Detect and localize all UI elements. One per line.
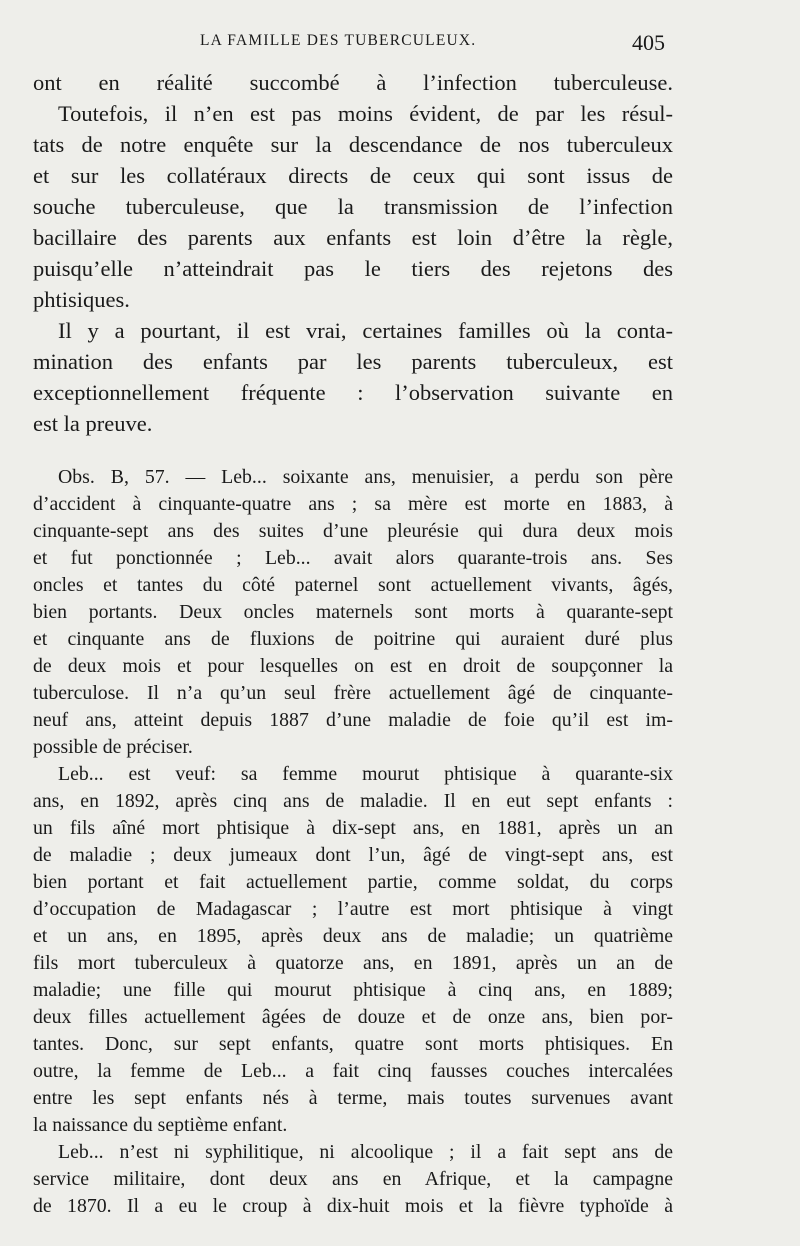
running-head [0,30,800,56]
text-line: ont en réalité succombé à l’infection tuberculeuse. [33,70,673,95]
running-title: LA FAMILLE DES TUBERCULEUX. [200,32,477,49]
observation-line: de maladie ; deux jumeaux dont l’un, âgé de vingt-sept ans, est [33,844,673,866]
observation-line: entre les sept enfants nés à terme, mais toutes survenues avant [33,1087,673,1109]
observation-line: Obs. B, 57. — Leb... soixante ans, menuisier, a perdu son père [58,466,673,488]
observation-line: d’accident à cinquante-quatre ans ; sa mère est morte en 1883, à [33,493,673,515]
text-line: exceptionnellement fréquente : l’observation suivante en [33,380,673,405]
observation-line: Leb... n’est ni syphilitique, ni alcoolique ; il a fait sept ans de [58,1141,673,1163]
text-line: est la preuve. [33,411,153,436]
text-line: bacillaire des parents aux enfants est loin d’être la règle, [33,225,673,250]
text-line: souche tuberculeuse, que la transmission de l’infection [33,194,673,219]
observation-line: outre, la femme de Leb... a fait cinq fausses couches intercalées [33,1060,673,1082]
observation-line: un fils aîné mort phtisique à dix-sept ans, en 1881, après un an [33,817,673,839]
observation-line: service militaire, dont deux ans en Afrique, et la campagne [33,1168,673,1190]
text-line: Toutefois, il n’en est pas moins évident, de par les résul- [58,101,673,126]
observation-line: cinquante-sept ans des suites d’une pleurésie qui dura deux mois [33,520,673,542]
observation-line: possible de préciser. [33,736,193,758]
observation-line: tantes. Donc, sur sept enfants, quatre sont morts phtisiques. En [33,1033,673,1055]
observation-line: deux filles actuellement âgées de douze et de onze ans, bien por- [33,1006,673,1028]
observation-line: ans, en 1892, après cinq ans de maladie. Il en eut sept enfants : [33,790,673,812]
observation-line: fils mort tuberculeux à quatorze ans, en 1891, après un an de [33,952,673,974]
observation-line: neuf ans, atteint depuis 1887 d’une maladie de foie qu’il est im- [33,709,673,731]
text-line: mination des enfants par les parents tuberculeux, est [33,349,673,374]
observation-line: maladie; une fille qui mourut phtisique à cinq ans, en 1889; [33,979,673,1001]
observation-line: d’occupation de Madagascar ; l’autre est mort phtisique à vingt [33,898,673,920]
observation-line: oncles et tantes du côté paternel sont actuellement vivants, âgés, [33,574,673,596]
observation-line: tuberculose. Il n’a qu’un seul frère actuellement âgé de cinquante- [33,682,673,704]
page-number: 405 [632,30,665,55]
observation-line: et fut ponctionnée ; Leb... avait alors quarante-trois ans. Ses [33,547,673,569]
text-line: tats de notre enquête sur la descendance de nos tuberculeux [33,132,673,157]
observation-line: bien portants. Deux oncles maternels sont morts à quarante-sept [33,601,673,623]
text-line: phtisiques. [33,287,130,312]
text-line: puisqu’elle n’atteindrait pas le tiers des rejetons des [33,256,673,281]
observation-line: et cinquante ans de fluxions de poitrine qui auraient duré plus [33,628,673,650]
text-line: Il y a pourtant, il est vrai, certaines familles où la conta- [58,318,673,343]
observation-line: bien portant et fait actuellement partie, comme soldat, du corps [33,871,673,893]
observation-line: Leb... est veuf: sa femme mourut phtisique à quarante-six [58,763,673,785]
observation-line: de 1870. Il a eu le croup à dix-huit mois et la fièvre typhoïde à [33,1195,673,1217]
observation-line: et un ans, en 1895, après deux ans de maladie; un quatrième [33,925,673,947]
observation-line: la naissance du septième enfant. [33,1114,288,1136]
observation-line: de deux mois et pour lesquelles on est en droit de soupçonner la [33,655,673,677]
text-line: et sur les collatéraux directs de ceux qui sont issus de [33,163,673,188]
